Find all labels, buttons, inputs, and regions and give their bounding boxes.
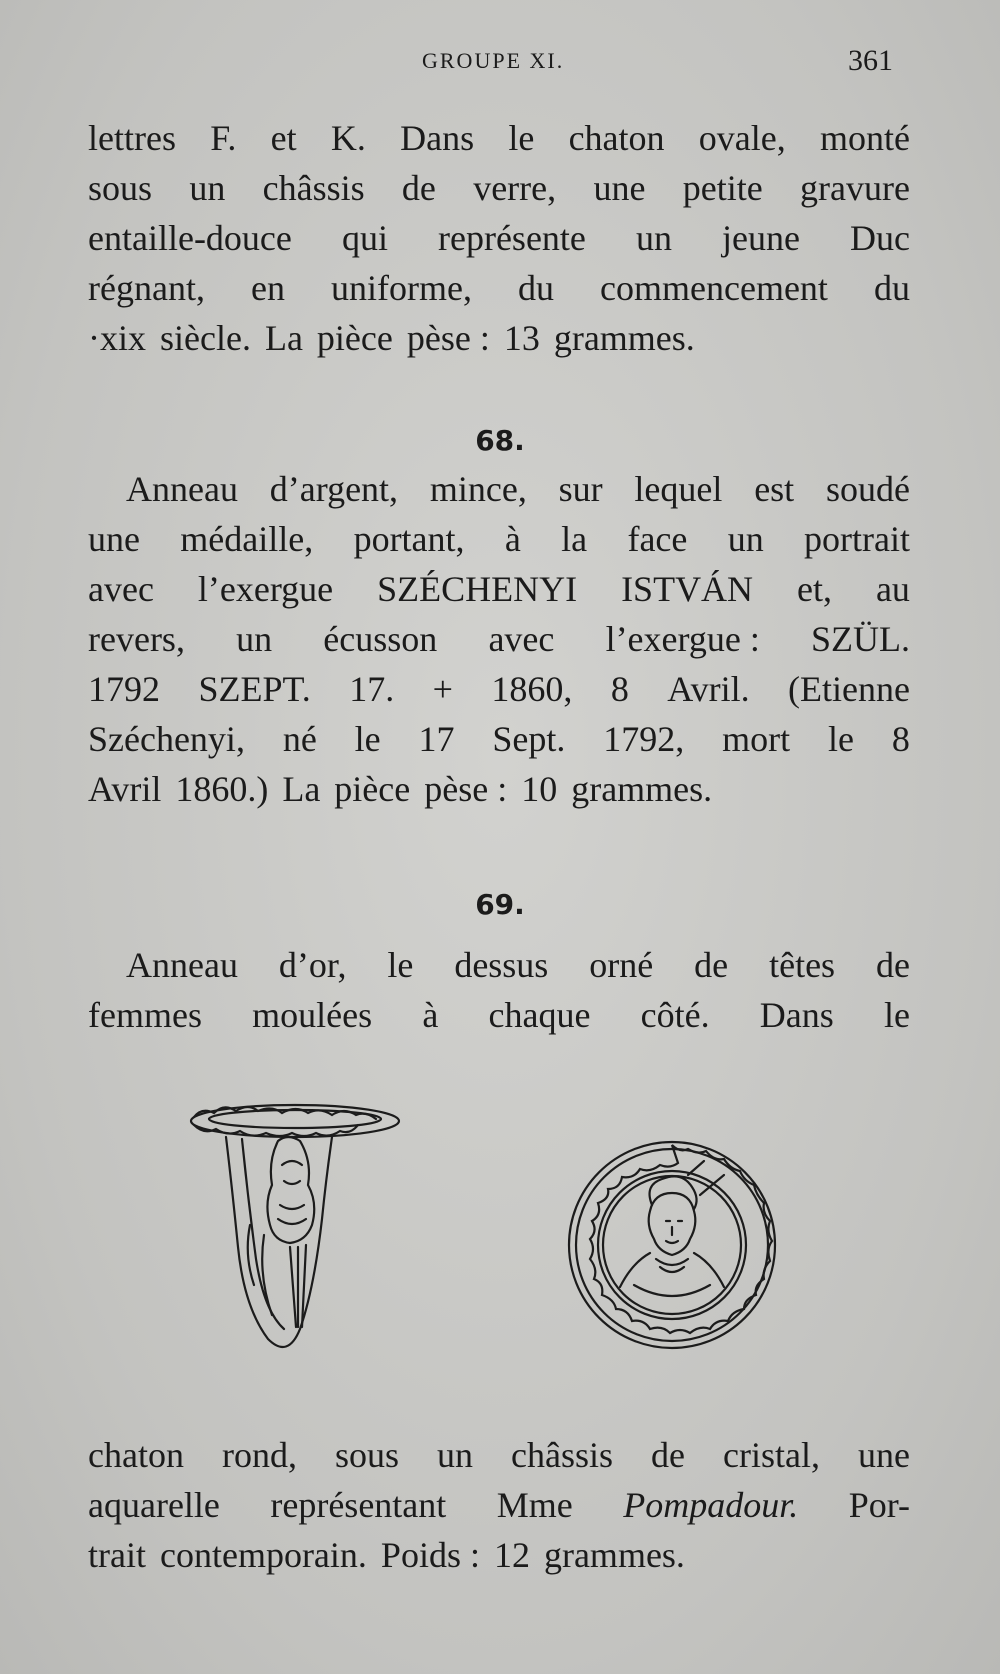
word: revers, [88,619,185,659]
text-line [88,564,910,614]
word: pèse : [424,769,508,809]
text-line [88,764,910,814]
word: du [518,268,554,308]
word: ovale, [698,118,786,158]
word: et [270,118,297,158]
word: la [561,519,588,559]
word: le [828,719,855,759]
word: à [422,995,439,1035]
word: du [873,268,910,308]
word: en [250,268,285,308]
word: Dans [759,995,834,1035]
word: ISTVÁN [621,569,754,609]
word: avec [488,619,555,659]
word: jeune [722,218,800,258]
word: Avril. [667,669,750,709]
text-line [88,464,910,514]
word: trait [88,1535,146,1575]
word: entaille-douce [88,218,292,258]
word: et, [797,569,832,609]
word: mort [722,719,791,759]
word: qui [341,218,388,258]
word: l’exergue : [605,619,760,659]
text-line [88,1530,910,1580]
word: Széchenyi, [88,719,245,759]
word: de [401,168,436,208]
word: verre, [473,168,557,208]
word: face [627,519,688,559]
word: une [857,1435,910,1475]
running-header [0,44,1000,84]
word: Mme [496,1485,573,1525]
word: le [508,118,535,158]
word: à [504,519,521,559]
section-number-68: 68. [475,424,525,457]
paragraph-68 [88,464,910,814]
word: (Etienne [788,669,910,709]
word: représentant [270,1485,447,1525]
word: Poids : [380,1535,480,1575]
word: portant, [353,519,465,559]
paragraph-69-end [88,1430,910,1580]
word: SZÉCHENYI [377,569,578,609]
word: de [694,945,729,985]
word: chaton [568,118,665,158]
word: portrait [804,519,910,559]
ring-side-illustration [180,1095,410,1355]
word: 13 [503,318,540,358]
word: de [651,1435,685,1475]
word: Dans [400,118,475,158]
word: lettres [88,118,176,158]
word: pièce [334,769,411,809]
word: Duc [850,218,910,258]
word: régnant, [88,268,205,308]
word: avec [88,569,154,609]
text-line [88,213,910,263]
word: le [387,945,414,985]
word: grammes. [553,318,695,358]
word: Anneau [126,469,238,509]
word: Pompadour. [623,1485,799,1525]
word: écusson [323,619,438,659]
word: pèse : [406,318,490,358]
word: La [264,318,303,358]
word: de [876,945,910,985]
word: SZÜL. [811,619,910,659]
word: 1792 [88,669,160,709]
text-line [88,514,910,564]
word: un [437,1435,473,1475]
word: chaton [88,1435,184,1475]
word: rond, [221,1435,297,1475]
word: est [754,469,795,509]
word: une [593,168,646,208]
word: 1860, [491,669,573,709]
word: sur [558,469,603,509]
text-line [88,263,910,313]
word: représente [438,218,586,258]
word: contemporain. [159,1535,367,1575]
word: + [432,669,453,709]
word: aquarelle [88,1485,220,1525]
word: côté. [640,995,710,1035]
word: 1860.) [175,769,269,809]
text-line [88,1480,910,1530]
word: un [727,519,764,559]
portrait-medallion-illustration [560,1135,785,1355]
word: un [635,218,672,258]
word: dessus [454,945,549,985]
word: une [88,519,140,559]
word: 17. [349,669,395,709]
paragraph-continued [88,113,910,363]
word: châssis [511,1435,613,1475]
text-line [88,163,910,213]
word: siècle. [160,318,251,358]
word: médaille, [180,519,314,559]
word: sous [88,168,153,208]
text-line [88,614,910,664]
word: têtes [769,945,836,985]
text-line [88,714,910,764]
word: La [282,769,321,809]
word: d’or, [278,945,347,985]
word: soudé [825,469,910,509]
word: d’argent, [269,469,399,509]
word: 12 [493,1535,530,1575]
word: châssis [262,168,365,208]
text-line [88,664,910,714]
section-number-69: 69. [475,888,525,921]
word: commencement [600,268,828,308]
word: lequel [634,469,723,509]
word: petite [682,168,763,208]
word: sous [334,1435,399,1475]
word: grammes. [543,1535,685,1575]
word: 17 [418,719,455,759]
paragraph-69-start [88,940,910,1040]
word: gravure [799,168,910,208]
word: 8 [891,719,910,759]
word: mince, [429,469,527,509]
word: au [875,569,910,609]
header-title: GROUPE XI. [422,48,565,73]
text-line [88,940,910,990]
word: le [883,995,910,1035]
text-line [88,990,910,1040]
word: moulées [252,995,373,1035]
word: cristal, [722,1435,820,1475]
word: grammes. [571,769,713,809]
word: femmes [88,995,202,1035]
word: uniforme, [331,268,472,308]
word: chaque [488,995,591,1035]
word: Anneau [126,945,238,985]
word: l’exergue [197,569,334,609]
text-line [88,1430,910,1480]
word: K. [330,118,366,158]
word: 1792, [603,719,685,759]
word: Sept. [492,719,566,759]
word: monté [820,118,910,158]
word: F. [210,118,237,158]
word: un [236,619,273,659]
word: Avril [88,769,162,809]
word: Por- [848,1485,910,1525]
word: né [282,719,317,759]
word: pièce [316,318,393,358]
text-line [88,113,910,163]
word: ·xix [88,318,146,358]
page-number: 361 [848,44,893,77]
word: 10 [521,769,558,809]
text-line [88,313,910,363]
word: SZEPT. [198,669,311,709]
word: un [189,168,226,208]
word: 8 [610,669,629,709]
word: orné [589,945,654,985]
word: le [354,719,381,759]
